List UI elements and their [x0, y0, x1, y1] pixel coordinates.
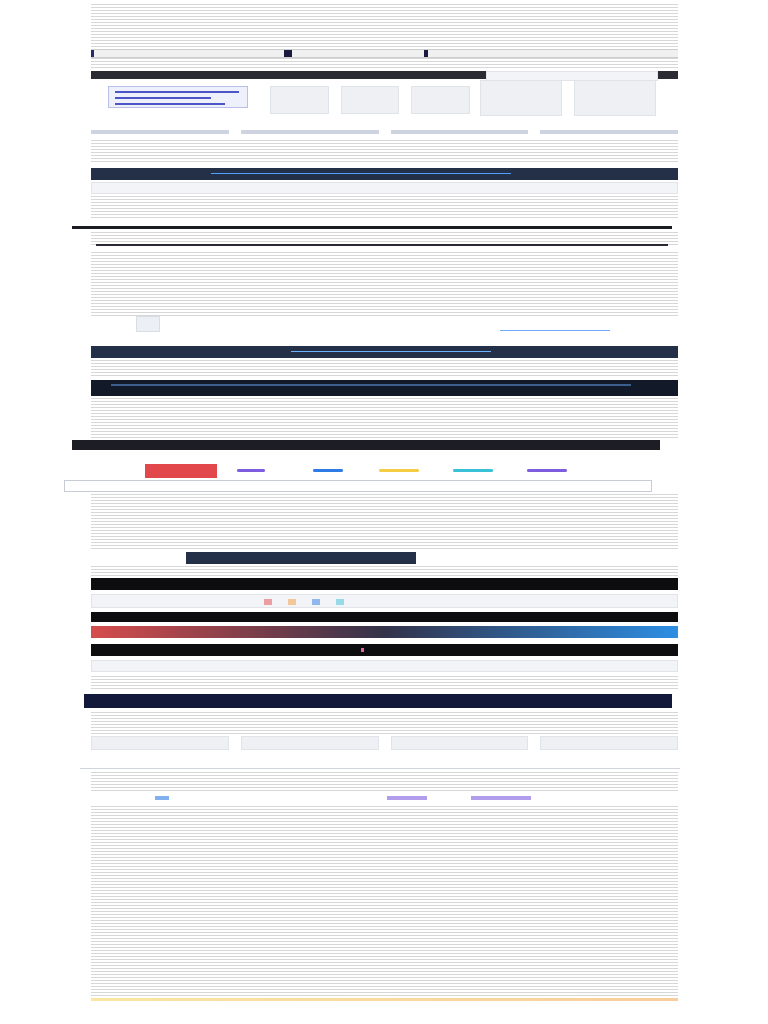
column-block-2: [341, 86, 400, 114]
terminal-row-1: [91, 578, 678, 590]
wide-rule: [80, 768, 680, 769]
pill-red[interactable]: [145, 464, 217, 478]
column-block-1: [270, 86, 329, 114]
swatch-3[interactable]: [312, 599, 320, 605]
code-band-1: [91, 168, 678, 180]
grid-box-2: [241, 736, 379, 750]
chart-line-right: [500, 314, 610, 331]
caption-bar: [186, 552, 416, 564]
strip-purple-1[interactable]: [387, 796, 427, 800]
table-column-2: [574, 80, 656, 116]
tab-3[interactable]: [391, 130, 529, 134]
light-row-frame: [64, 480, 652, 492]
navy-panel: [84, 694, 672, 708]
colored-strip[interactable]: [91, 794, 678, 802]
tab-4[interactable]: [540, 130, 678, 134]
section-text-5: [91, 360, 678, 378]
diagram-row-1: [115, 91, 239, 93]
section-text-7: [91, 494, 678, 550]
tab-1[interactable]: [91, 130, 229, 134]
grid-box-1: [91, 736, 229, 750]
strip-purple-2[interactable]: [471, 796, 531, 800]
section-text-1: [91, 140, 678, 164]
swatch-1[interactable]: [264, 599, 272, 605]
box-grid: [91, 736, 678, 750]
body-text-long: [91, 806, 678, 996]
code-block-line: [111, 384, 631, 386]
pill-purple[interactable]: [237, 469, 265, 472]
diagram-row-2: [115, 97, 211, 99]
code-block-dark: [91, 380, 678, 396]
nav-marker-mid: [284, 50, 292, 57]
light-panel-1: [91, 660, 678, 672]
section-text-10: [91, 712, 678, 734]
terminal-row-3: [91, 644, 678, 656]
section-text-9: [91, 676, 678, 690]
tab-2[interactable]: [241, 130, 379, 134]
diagram-panel: [108, 86, 248, 108]
section-text-8: [91, 566, 678, 576]
column-block-3: [411, 86, 470, 114]
swatch-4[interactable]: [336, 599, 344, 605]
intro-text-lines: [91, 58, 678, 70]
tab-strip[interactable]: [91, 128, 678, 136]
diagram-columns: [270, 86, 470, 114]
code-band-1-caption: [91, 182, 678, 194]
nav-marker-right: [424, 50, 428, 57]
grid-box-3: [391, 736, 529, 750]
section-text-6: [91, 398, 678, 440]
code-band-2: [91, 346, 678, 358]
swatch-2[interactable]: [288, 599, 296, 605]
section-text-4: [91, 252, 678, 316]
gradient-banner: [91, 626, 678, 638]
table-column-1: [480, 80, 562, 116]
swatch-row[interactable]: [91, 594, 678, 608]
pill-cyan[interactable]: [453, 469, 493, 472]
grid-box-4: [540, 736, 678, 750]
code-band-1-line: [211, 173, 511, 174]
footer-accent-line: [91, 998, 678, 1001]
pill-blue[interactable]: [313, 469, 343, 472]
wide-dark-band: [72, 440, 660, 450]
terminal-row-2: [91, 612, 678, 622]
top-nav-strip[interactable]: [91, 49, 678, 58]
pill-row[interactable]: [91, 462, 678, 480]
code-band-2-line: [291, 351, 491, 352]
diagram-row-3: [115, 103, 225, 105]
nav-marker-left: [91, 50, 94, 57]
terminal-accent: [361, 648, 364, 652]
section-text-2: [91, 196, 678, 218]
right-table: [480, 80, 656, 116]
full-divider-2: [96, 244, 668, 246]
chart-thumb-left: [136, 316, 160, 332]
section-text-11: [91, 772, 678, 792]
header-text-block: [91, 4, 678, 48]
pill-violet[interactable]: [527, 469, 567, 472]
strip-blue[interactable]: [155, 796, 169, 800]
full-divider-1: [72, 226, 672, 229]
pill-yellow[interactable]: [379, 469, 419, 472]
